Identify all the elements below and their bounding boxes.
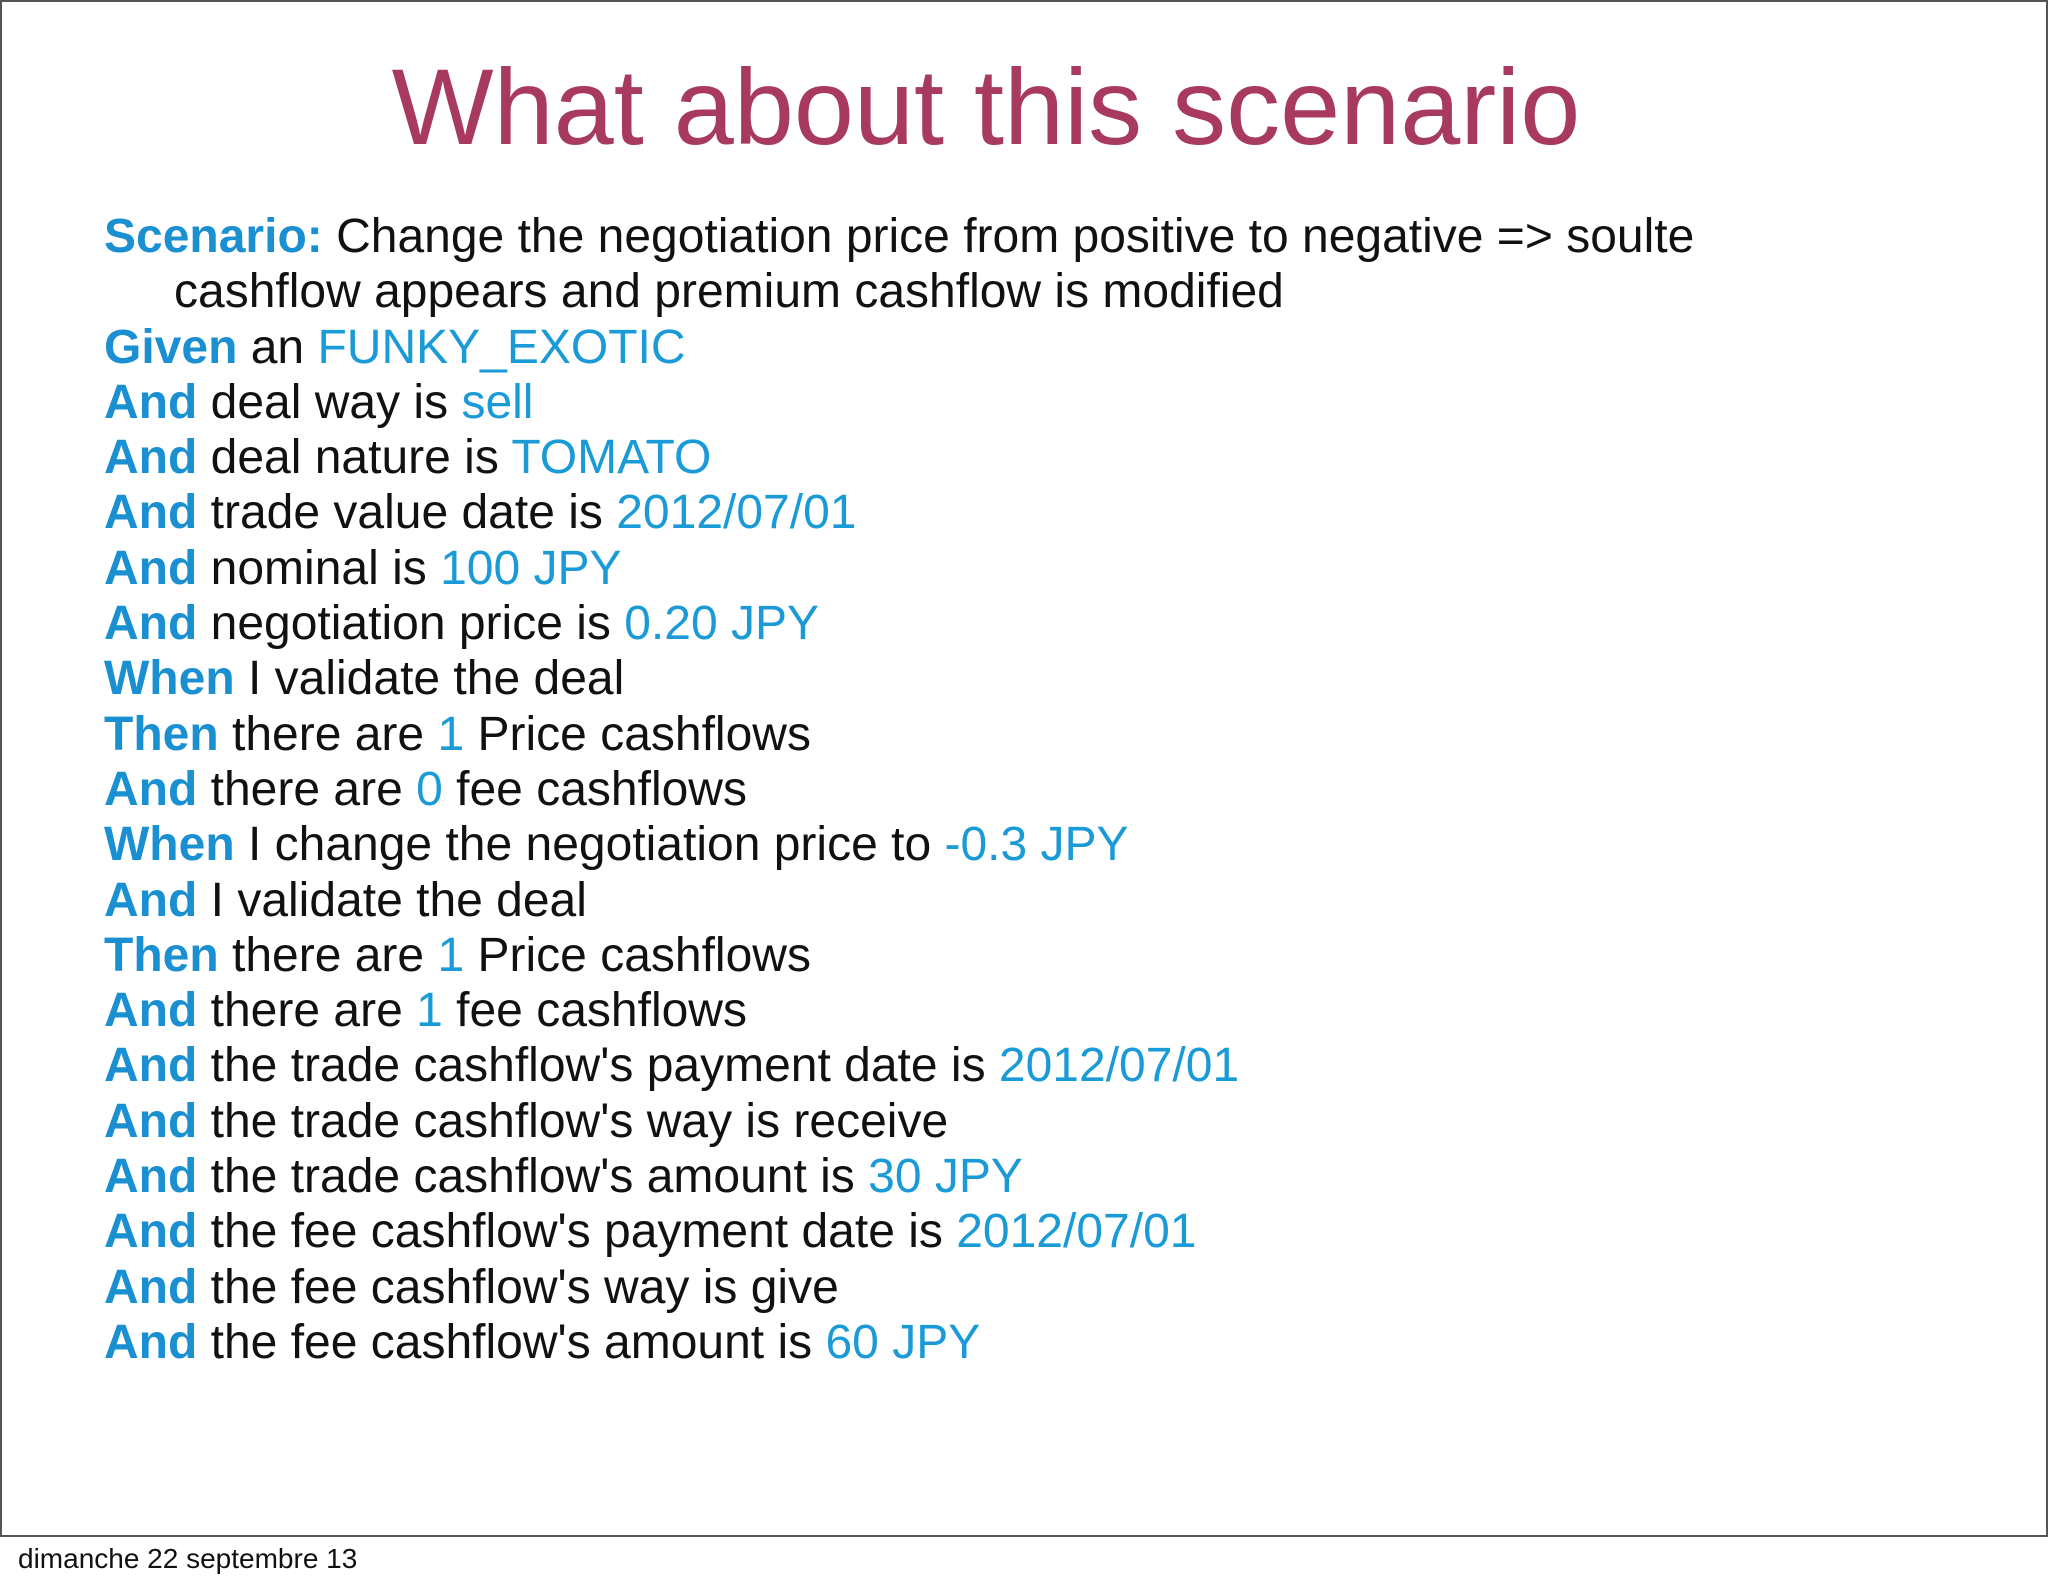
gherkin-keyword: And: [104, 431, 198, 485]
gherkin-keyword: And: [104, 1150, 198, 1204]
gherkin-keyword: And: [104, 1039, 198, 1093]
scenario-line: [104, 707, 2004, 762]
parameter-value: 1: [437, 928, 465, 982]
gherkin-keyword: When: [104, 652, 235, 706]
gherkin-keyword: And: [104, 486, 198, 540]
scenario-line: [104, 817, 2004, 872]
parameter-value: FUNKY_EXOTIC: [317, 320, 686, 374]
step-text: negotiation price is: [197, 597, 625, 651]
parameter-value: 0.20 JPY: [624, 597, 820, 651]
parameter-value: sell: [461, 375, 534, 429]
scenario-line: [104, 651, 2004, 706]
step-text: the trade cashflow's way is receive: [197, 1094, 949, 1148]
gherkin-keyword: And: [104, 873, 198, 927]
gherkin-keyword: Then: [104, 707, 219, 761]
step-text: I validate the deal: [234, 652, 625, 706]
slide-title: What about this scenario: [391, 46, 1581, 167]
gherkin-keyword: Given: [104, 320, 238, 374]
gherkin-keyword: And: [104, 1094, 198, 1148]
step-text: cashflow appears and premium cashflow is modified: [174, 265, 1284, 319]
gherkin-keyword: Scenario:: [104, 210, 323, 263]
gherkin-keyword: And: [104, 597, 198, 651]
step-text: fee cashflows: [442, 762, 747, 816]
scenario-line: [104, 1149, 2004, 1204]
scenario-line: [104, 1260, 2004, 1315]
step-text: the trade cashflow's amount is: [197, 1150, 869, 1204]
scenario-line: [104, 430, 2004, 485]
step-text: the fee cashflow's way is give: [197, 1260, 839, 1314]
scenario-line: [104, 1038, 2004, 1093]
gherkin-keyword: And: [104, 1315, 198, 1369]
parameter-value: 2012/07/01: [998, 1039, 1240, 1093]
step-text: deal nature is: [197, 431, 512, 485]
scenario-text: [104, 209, 2004, 1370]
step-text: Change the negotiation price from positive to negative => soulte: [322, 210, 1695, 263]
scenario-line: [104, 1204, 2004, 1259]
scenario-line: [104, 1315, 2004, 1370]
step-text: I validate the deal: [197, 873, 587, 927]
parameter-value: -0.3 JPY: [944, 818, 1129, 872]
step-text: deal way is: [197, 375, 462, 429]
scenario-line: [104, 983, 2004, 1038]
scenario-line: [104, 596, 2004, 651]
gherkin-keyword: When: [104, 818, 235, 872]
parameter-value: 0: [416, 762, 443, 816]
scenario-line: [104, 541, 2004, 596]
scenario-line: [104, 873, 2004, 928]
step-text: the trade cashflow's payment date is: [197, 1039, 999, 1093]
gherkin-keyword: And: [104, 1205, 198, 1259]
step-text: there are: [197, 984, 417, 1038]
scenario-line: [104, 264, 2004, 319]
parameter-value: 100 JPY: [440, 541, 622, 595]
scenario-line: [104, 928, 2004, 983]
parameter-value: 60 JPY: [825, 1315, 981, 1369]
footer-date: dimanche 22 septembre 13: [18, 1543, 358, 1574]
gherkin-keyword: And: [104, 1260, 198, 1314]
scenario-line: [104, 485, 2004, 540]
parameter-value: 1: [416, 984, 443, 1038]
parameter-value: 2012/07/01: [956, 1205, 1197, 1259]
parameter-value: 1: [437, 707, 465, 761]
gherkin-keyword: And: [104, 762, 198, 816]
gherkin-keyword: Then: [104, 928, 219, 982]
scenario-line: [104, 209, 2004, 264]
parameter-value: TOMATO: [511, 431, 712, 485]
step-text: there are: [197, 762, 417, 816]
parameter-value: 30 JPY: [868, 1150, 1023, 1204]
step-text: there are: [218, 707, 438, 761]
step-text: Price cashflows: [464, 928, 811, 982]
scenario-line: [104, 320, 2004, 375]
step-text: trade value date is: [197, 486, 617, 540]
gherkin-keyword: And: [104, 984, 198, 1038]
step-text: nominal is: [197, 541, 441, 595]
step-text: an: [237, 320, 318, 374]
scenario-line: [104, 1094, 2004, 1149]
scenario-line: [104, 762, 2004, 817]
step-text: Price cashflows: [464, 707, 811, 761]
step-text: the fee cashflow's payment date is: [197, 1205, 957, 1259]
gherkin-keyword: And: [104, 375, 198, 429]
step-text: there are: [218, 928, 438, 982]
parameter-value: 2012/07/01: [616, 486, 857, 540]
step-text: I change the negotiation price to: [234, 818, 945, 872]
step-text: fee cashflows: [442, 984, 747, 1038]
gherkin-keyword: And: [104, 541, 198, 595]
scenario-line: [104, 375, 2004, 430]
step-text: the fee cashflow's amount is: [197, 1315, 826, 1369]
